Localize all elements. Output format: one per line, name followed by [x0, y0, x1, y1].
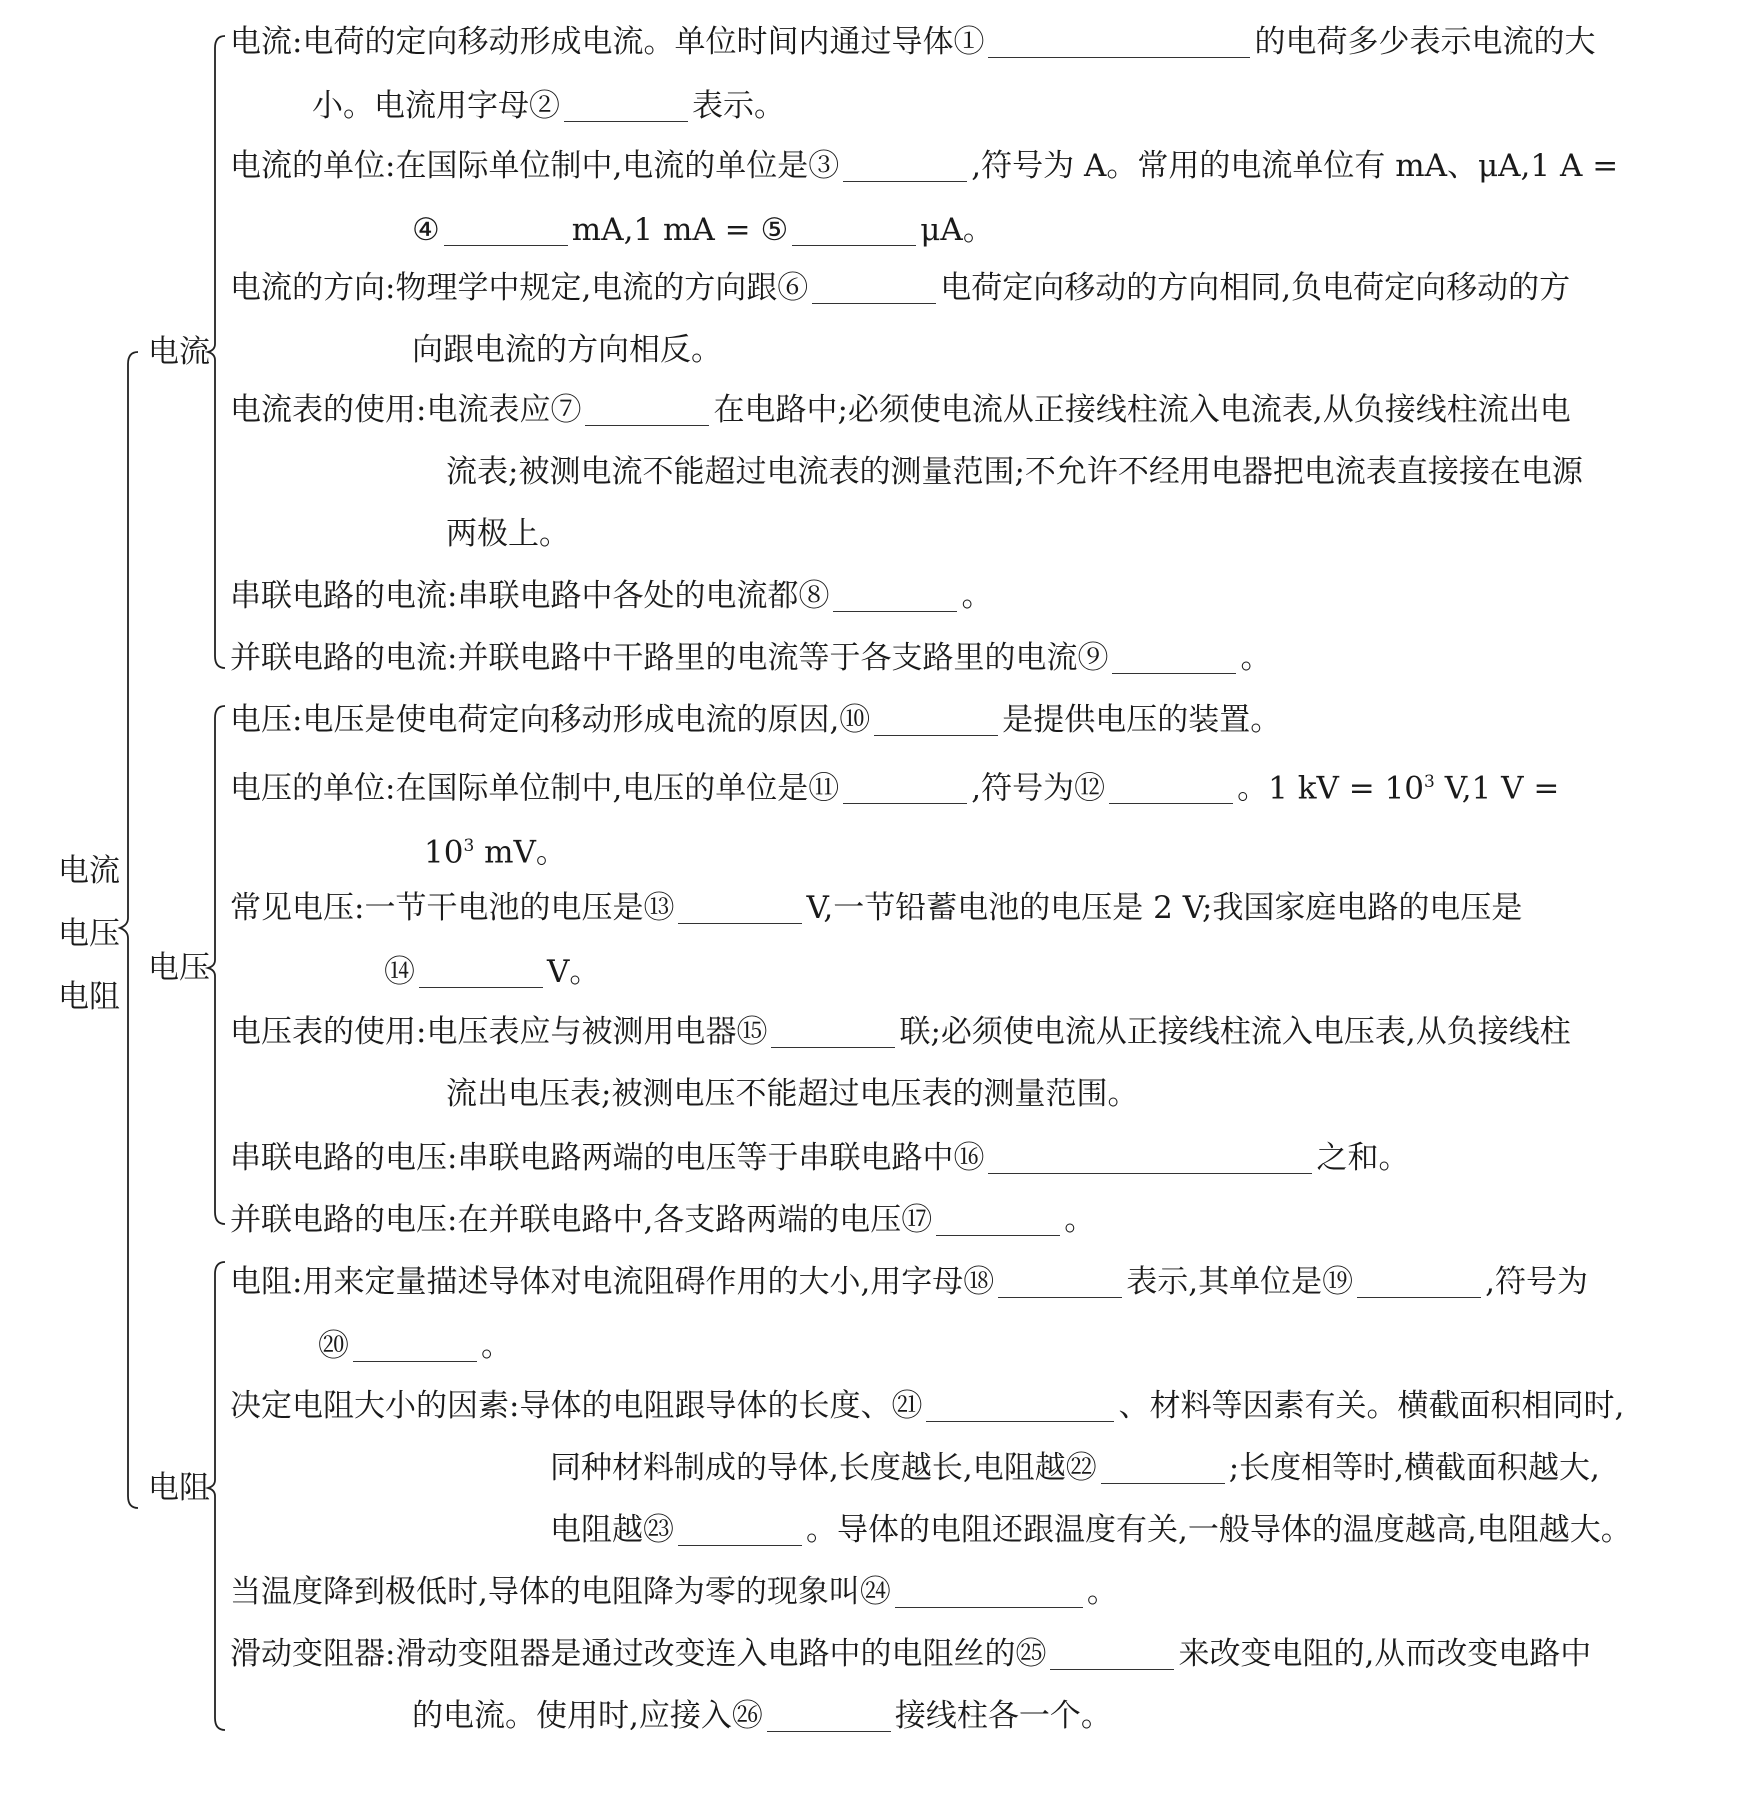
answer-blank-20[interactable] [353, 1331, 477, 1362]
answer-blank-11[interactable] [843, 773, 967, 804]
answer-blank-13[interactable] [678, 893, 802, 924]
voltage-unit-line-1: 电压的单位:在国际单位制中,电压的单位是⑪ ,符号为⑫ 。1 kV = $10^3$ V,1 V = [230, 770, 1560, 807]
voltage-unit-line-2: $10^3$ mV。 [424, 834, 567, 871]
current-direction-line-1: 电流的方向:物理学中规定,电流的方向跟⑥ 电荷定向移动的方向相同,负电荷定向移动的方 [230, 270, 1571, 306]
rheostat-line-1: 滑动变阻器:滑动变阻器是通过改变连入电路中的电阻丝的㉕ 来改变电阻的,从而改变电路中 [230, 1636, 1592, 1672]
answer-blank-12[interactable] [1109, 773, 1233, 804]
current-definition-line-1: 电流:电荷的定向移动形成电流。单位时间内通过导体① 的电荷多少表示电流的大 [230, 24, 1596, 60]
ammeter-usage-line-3: 两极上。 [446, 516, 570, 552]
resistance-factors-line-3: 电阻越㉓ 。导体的电阻还跟温度有关,一般导体的温度越高,电阻越大。 [550, 1512, 1632, 1548]
answer-blank-21[interactable] [926, 1391, 1114, 1422]
superconductivity-line: 当温度降到极低时,导体的电阻降为零的现象叫㉔ 。 [230, 1574, 1118, 1610]
answer-blank-23[interactable] [678, 1515, 802, 1546]
parallel-current-line: 并联电路的电流:并联电路中干路里的电流等于各支路里的电流⑨ 。 [230, 640, 1272, 676]
answer-blank-18[interactable] [998, 1267, 1122, 1298]
series-current-line: 串联电路的电流:串联电路中各处的电流都⑧ 。 [230, 578, 993, 614]
section-label-voltage: 电压 [148, 950, 210, 986]
answer-blank-6[interactable] [812, 273, 936, 304]
resistance-definition-line-1: 电阻:用来定量描述导体对电流阻碍作用的大小,用字母⑱ 表示,其单位是⑲ ,符号为 [230, 1264, 1589, 1300]
answer-blank-10[interactable] [874, 705, 998, 736]
root-label: 电流 电压 电阻 [58, 853, 120, 1015]
answer-blank-26[interactable] [767, 1701, 891, 1732]
ammeter-usage-line-2: 流表;被测电流不能超过电流表的测量范围;不允许不经用电器把电流表直接接在电源 [446, 454, 1583, 490]
parallel-voltage-line: 并联电路的电压:在并联电路中,各支路两端的电压⑰ 。 [230, 1202, 1096, 1238]
answer-blank-3[interactable] [843, 151, 967, 182]
section-label-current: 电流 [148, 334, 210, 370]
voltmeter-usage-line-2: 流出电压表;被测电压不能超过电压表的测量范围。 [446, 1076, 1139, 1112]
answer-blank-9[interactable] [1112, 643, 1236, 674]
resistance-factors-line-2: 同种材料制成的导体,长度越长,电阻越㉒ ;长度相等时,横截面积越大, [550, 1450, 1600, 1486]
series-voltage-line: 串联电路的电压:串联电路两端的电压等于串联电路中⑯ 之和。 [230, 1140, 1410, 1176]
answer-blank-4[interactable] [444, 215, 568, 246]
answer-blank-5[interactable] [792, 215, 916, 246]
rheostat-line-2: 的电流。使用时,应接入㉖ 接线柱各一个。 [412, 1698, 1112, 1734]
section-label-resistance: 电阻 [148, 1470, 210, 1506]
answer-blank-17[interactable] [936, 1205, 1060, 1236]
answer-blank-19[interactable] [1357, 1267, 1481, 1298]
current-definition-line-2: 小。电流用字母② 表示。 [312, 88, 785, 124]
answer-blank-8[interactable] [833, 581, 957, 612]
answer-blank-1[interactable] [988, 27, 1250, 58]
resistance-definition-line-2: ⑳ 。 [318, 1328, 512, 1364]
voltmeter-usage-line-1: 电压表的使用:电压表应与被测用电器⑮ 联;必须使电流从正接线柱流入电压表,从负接线柱 [230, 1014, 1571, 1050]
common-voltage-line-2: ⑭ V。 [384, 954, 601, 990]
current-unit-line-2: ④ mA,1 mA = ⑤ μA。 [412, 212, 994, 248]
answer-blank-25[interactable] [1050, 1639, 1174, 1670]
answer-blank-15[interactable] [771, 1017, 895, 1048]
answer-blank-22[interactable] [1101, 1453, 1225, 1484]
ammeter-usage-line-1: 电流表的使用:电流表应⑦ 在电路中;必须使电流从正接线柱流入电流表,从负接线柱流出电 [230, 392, 1571, 428]
voltage-definition-line: 电压:电压是使电荷定向移动形成电流的原因,⑩ 是提供电压的装置。 [230, 702, 1282, 738]
answer-blank-24[interactable] [895, 1577, 1083, 1608]
answer-blank-2[interactable] [564, 91, 688, 122]
current-unit-line-1: 电流的单位:在国际单位制中,电流的单位是③ ,符号为 A。常用的电流单位有 mA、μA,1 A = [230, 148, 1619, 184]
current-direction-line-2: 向跟电流的方向相反。 [412, 332, 722, 368]
answer-blank-7[interactable] [585, 395, 709, 426]
answer-blank-14[interactable] [419, 957, 543, 988]
answer-blank-16[interactable] [988, 1143, 1312, 1174]
common-voltage-line-1: 常见电压:一节干电池的电压是⑬ V,一节铅蓄电池的电压是 2 V;我国家庭电路的电压是 [230, 890, 1523, 926]
resistance-factors-line-1: 决定电阻大小的因素:导体的电阻跟导体的长度、㉑ 、材料等因素有关。横截面积相同时, [230, 1388, 1625, 1424]
